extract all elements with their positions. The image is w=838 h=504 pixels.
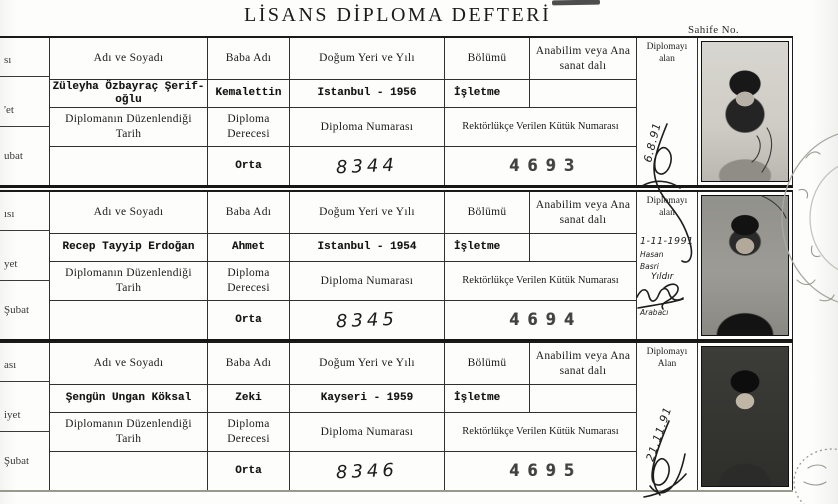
diploma-no-header: Diploma Numarası: [290, 262, 445, 301]
handwritten-date: 1-11-1991: [640, 236, 694, 247]
registry-value: [445, 452, 637, 490]
stamped-registry-number: 4695: [509, 461, 582, 481]
department-header: Bölümü: [445, 192, 530, 234]
handwritten-date-record1: 6.8.91: [641, 120, 664, 164]
name-value: Recep Tayyip Erdoğan: [50, 234, 208, 262]
margin-fragment: ısı: [4, 208, 15, 220]
photo-cell: [698, 38, 793, 185]
handwritten-diploma-number: 8346: [335, 459, 399, 483]
major-header: Anabilim veya Ana sanat dalı: [530, 343, 637, 385]
department-value: İşletme: [445, 80, 530, 108]
major-value: [530, 385, 637, 413]
margin-column: [0, 343, 50, 490]
recipient-label: Diplomayı Alan: [646, 347, 688, 369]
name-value: Züleyha Özbayraç Şerif-oğlu: [50, 80, 208, 108]
father-header: Baba Adı: [208, 192, 290, 234]
diploma-no-value: [290, 452, 445, 490]
handwritten-line: Basri: [640, 262, 659, 271]
handwritten-diploma-number: 8344: [335, 154, 399, 178]
scan-artifact-smudge: [552, 0, 600, 5]
registry-header: Rektörlükçe Verilen Kütük Numarası: [445, 413, 637, 452]
margin-rule: [0, 76, 50, 77]
degree-value: Orta: [208, 301, 290, 339]
father-header: Baba Adı: [208, 343, 290, 385]
name-header: Adı ve Soyadı: [50, 38, 208, 80]
handwritten-diploma-number: 8345: [335, 308, 399, 332]
department-value: İşletme: [445, 385, 530, 413]
issue-date-header: Diplomanın Düzenlendiği Tarih: [50, 108, 208, 147]
father-value: Kemalettin: [208, 80, 290, 108]
diploma-record-2: [0, 190, 793, 342]
major-value: [530, 234, 637, 262]
portrait-photo: [701, 195, 789, 336]
name-header: Adı ve Soyadı: [50, 192, 208, 234]
handwritten-line: Hasan: [640, 250, 664, 259]
major-header: Anabilim veya Ana sanat dalı: [530, 38, 637, 80]
margin-rule: [0, 381, 50, 382]
margin-fragment: sı: [4, 54, 12, 66]
round-stamp-inner: [810, 160, 838, 276]
registry-value: [445, 147, 637, 185]
major-header: Anabilim veya Ana sanat dalı: [530, 192, 637, 234]
birth-value: Kayseri - 1959: [290, 385, 445, 413]
page-title: LİSANS DİPLOMA DEFTERİ: [244, 4, 552, 26]
degree-header: Diploma Derecesi: [208, 108, 290, 147]
recipient-label: Diplomayı alan: [646, 196, 688, 218]
registry-header: Rektörlükçe Verilen Kütük Numarası: [445, 262, 637, 301]
diploma-no-header: Diploma Numarası: [290, 108, 445, 147]
birth-value: Istanbul - 1954: [290, 234, 445, 262]
father-value: Zeki: [208, 385, 290, 413]
photo-cell: [698, 343, 793, 490]
father-value: Ahmet: [208, 234, 290, 262]
issue-date-header: Diplomanın Düzenlendiği Tarih: [50, 262, 208, 301]
margin-fragment: yet: [4, 258, 18, 270]
round-stamp-bottom: [794, 449, 838, 504]
margin-rule: [0, 431, 50, 432]
margin-fragment: ubat: [4, 150, 23, 162]
degree-header: Diploma Derecesi: [208, 262, 290, 301]
margin-fragment: 'et: [4, 104, 14, 116]
birth-header: Doğum Yeri ve Yılı: [290, 343, 445, 385]
birth-header: Doğum Yeri ve Yılı: [290, 192, 445, 234]
diploma-no-value: [290, 147, 445, 185]
issue-date-value: [50, 147, 208, 185]
handwritten-line: Arabacı: [640, 308, 669, 317]
margin-fragment: iyet: [4, 409, 21, 421]
name-value: Şengün Ungan Köksal: [50, 385, 208, 413]
portrait-photo: [701, 346, 789, 487]
margin-fragment: ası: [4, 359, 17, 371]
margin-fragment: Şubat: [4, 455, 30, 467]
birth-header: Doğum Yeri ve Yılı: [290, 38, 445, 80]
degree-header: Diploma Derecesi: [208, 413, 290, 452]
portrait-photo: [701, 41, 789, 182]
stamp-scribbles: [804, 465, 826, 485]
name-header: Adı ve Soyadı: [50, 343, 208, 385]
margin-rule: [0, 126, 50, 127]
stamped-registry-number: 4693: [509, 156, 582, 176]
margin-column: [0, 38, 50, 185]
recipient-column: [637, 38, 698, 185]
recipient-label: Diplomayı alan: [646, 42, 688, 64]
diploma-record-3: [0, 341, 793, 492]
issue-date-value: [50, 301, 208, 339]
photo-cell: [698, 192, 793, 339]
recipient-column: [637, 343, 698, 490]
stamped-registry-number: 4694: [509, 310, 582, 330]
stamp-scribbles: [797, 152, 834, 301]
handwritten-note: [640, 236, 696, 317]
margin-column: [0, 192, 50, 339]
handwritten-date-record3: 21.11.91: [643, 404, 675, 463]
margin-rule: [0, 280, 50, 281]
issue-date-header: Diplomanın Düzenlendiği Tarih: [50, 413, 208, 452]
diploma-no-header: Diploma Numarası: [290, 413, 445, 452]
diploma-no-value: [290, 301, 445, 339]
department-value: İşletme: [445, 234, 530, 262]
degree-value: Orta: [208, 452, 290, 490]
margin-rule: [0, 230, 50, 231]
major-value: [530, 80, 637, 108]
recipient-column: [637, 192, 698, 339]
page-number-label: Sahife No.: [688, 24, 740, 36]
department-header: Bölümü: [445, 38, 530, 80]
margin-fragment: Şubat: [4, 304, 30, 316]
degree-value: Orta: [208, 147, 290, 185]
handwritten-line: Yıldır: [651, 272, 674, 282]
issue-date-value: [50, 452, 208, 490]
registry-header: Rektörlükçe Verilen Kütük Numarası: [445, 108, 637, 147]
department-header: Bölümü: [445, 343, 530, 385]
birth-value: Istanbul - 1956: [290, 80, 445, 108]
father-header: Baba Adı: [208, 38, 290, 80]
registry-value: [445, 301, 637, 339]
diploma-record-1: [0, 36, 793, 188]
